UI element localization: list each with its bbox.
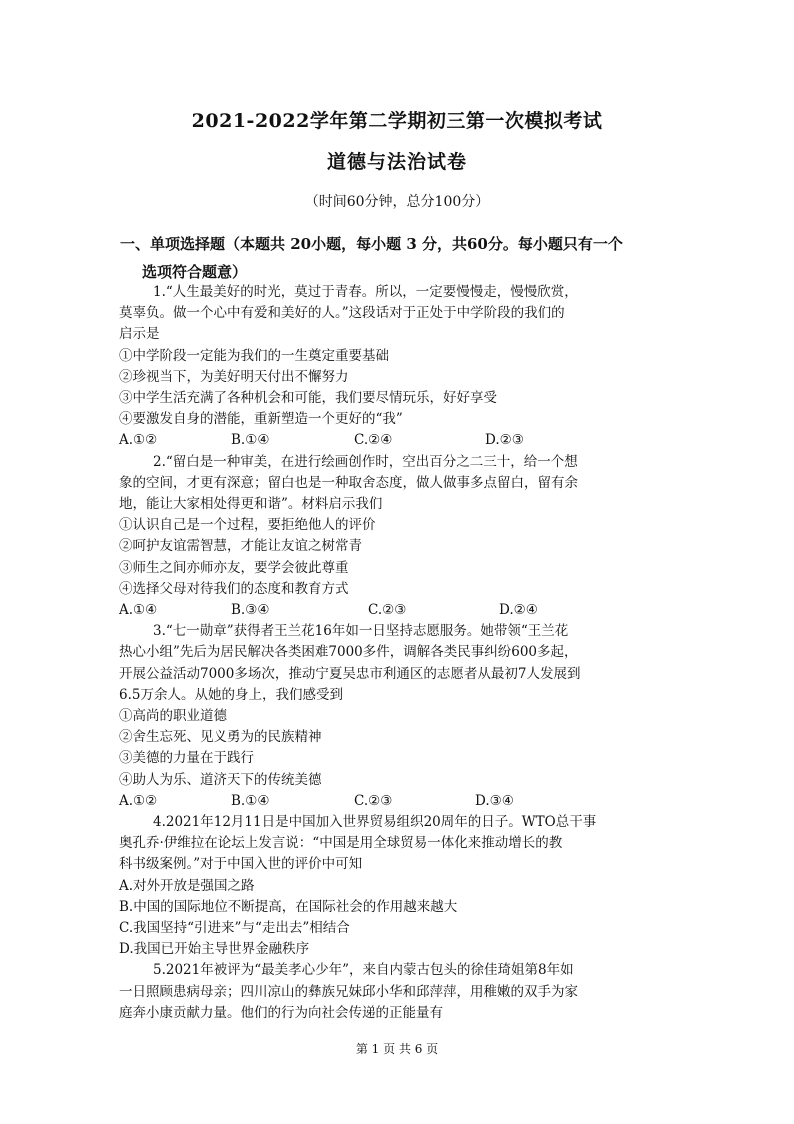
answer-options (119, 600, 691, 621)
question-5 (119, 960, 691, 1024)
question-stem: 4.2021年12月11日是中国加入世界贸易组织20周年的日子。WTO总干事 (153, 814, 597, 831)
statement-item: ③师生之间亦师亦友，要学会彼此尊重 (119, 559, 349, 576)
question-stem: 5.2021年被评为“最美孝心少年”，来自内蒙古包头的徐佳琦姐第8年如 (153, 962, 574, 979)
question-stem: 热心小组”先后为居民解决各类困难7000多件，调解各类民事纠纷600多起， (119, 644, 578, 661)
option-c[interactable]: C.②③ (354, 792, 393, 809)
time-note: （时间60分钟，总分100分） (304, 194, 490, 210)
answer-options (119, 791, 691, 812)
question-4 (119, 812, 691, 960)
questions-body (119, 282, 691, 1024)
question-stem: 奥孔乔·伊维拉在论坛上发言说：“中国是用全球贸易一体化来推动增长的教 (119, 835, 563, 852)
option-a[interactable]: A.①② (119, 432, 158, 449)
question-1 (119, 282, 691, 452)
option-d[interactable]: D.②③ (485, 432, 524, 449)
exam-title: 2021-2022学年第二学期初三第一次模拟考试 (191, 110, 603, 132)
option-d[interactable]: D.②④ (499, 602, 538, 619)
statement-item: ④选择父母对待我们的态度和教育方式 (119, 580, 349, 597)
question-stem: 地，能让大家相处得更和谐”。材料启示我们 (119, 496, 383, 513)
statement-item: ④要激发自身的潜能，重新塑造一个更好的“我” (119, 411, 403, 428)
statement-item: ①认识自己是一个过程，要拒绝他人的评价 (119, 517, 376, 534)
question-stem: 莫辜负。做一个心中有爱和美好的人。”这段话对于正处于中学阶段的我们的 (119, 305, 565, 322)
answer-option-line[interactable]: B.中国的国际地位不断提高，在国际社会的作用越来越大 (119, 898, 458, 915)
question-2 (119, 452, 691, 622)
answer-options (119, 430, 691, 451)
question-stem: 6.5万余人。从她的身上，我们感受到 (119, 686, 343, 703)
statement-item: ①高尚的职业道德 (119, 708, 227, 725)
option-b[interactable]: B.③④ (231, 602, 270, 619)
question-stem: 象的空间，才更有深意；留白也是一种取舍态度，做人做事多点留白，留有余 (119, 474, 578, 491)
option-a[interactable]: A.①④ (119, 602, 158, 619)
question-stem: 1.“人生最美好的时光，莫过于青春。所以，一定要慢慢走，慢慢欣赏， (153, 284, 578, 300)
question-3 (119, 621, 691, 812)
answer-option-line[interactable]: C.我国坚持“引进来”与“走出去”相结合 (119, 920, 350, 937)
statement-item: ②珍视当下，为美好明天付出不懈努力 (119, 368, 349, 385)
section-heading (120, 230, 690, 286)
statement-item: ②舍生忘死、见义勇为的民族精神 (119, 729, 322, 746)
statement-item: ①中学阶段一定能为我们的一生奠定重要基础 (119, 347, 389, 364)
subject-title: 道德与法治试卷 (326, 151, 467, 173)
question-stem: 启示是 (119, 326, 160, 343)
option-c[interactable]: C.②③ (368, 602, 407, 619)
option-b[interactable]: B.①④ (231, 432, 270, 449)
page-footer: 第 1 页 共 6 页 (355, 1042, 439, 1056)
option-d[interactable]: D.③④ (475, 792, 514, 809)
question-stem: 一日照顾患病母亲；四川凉山的彝族兄妹邱小华和邱萍萍，用稚嫩的双手为家 (119, 983, 578, 1000)
question-stem: 科书级案例。”对于中国入世的评价中可知 (119, 856, 363, 873)
question-stem: 3.“七一勋章”获得者王兰花16年如一日坚持志愿服务。她带领“王兰花 (153, 623, 569, 640)
option-c[interactable]: C.②④ (354, 432, 393, 449)
statement-item: ②呵护友谊需智慧，才能让友谊之树常青 (119, 538, 362, 555)
question-stem: 2.“留白是一种审美，在进行绘画创作时，空出百分之二三十，给一个想 (153, 453, 578, 470)
section-heading-line1: 一、单项选择题（本题共 20小题，每小题 3 分，共60分。每小题只有一个 (120, 235, 623, 253)
answer-option-line[interactable]: D.我国已开始主导世界金融秩序 (119, 941, 310, 958)
question-stem: 开展公益活动7000多场次，推动宁夏吴忠市利通区的志愿者从最初7人发展到 (119, 665, 581, 682)
option-a[interactable]: A.①② (119, 792, 158, 809)
option-b[interactable]: B.①④ (231, 792, 270, 809)
statement-item: ④助人为乐、道济天下的传统美德 (119, 771, 322, 788)
section-heading-line2: 选项符合题意） (142, 263, 248, 281)
statement-item: ③中学生活充满了各种机会和可能，我们要尽情玩乐，好好享受 (119, 390, 497, 407)
answer-option-line[interactable]: A.对外开放是强国之路 (119, 877, 255, 894)
question-stem: 庭奔小康贡献力量。他们的行为向社会传递的正能量有 (119, 1004, 443, 1021)
statement-item: ③美德的力量在于践行 (119, 750, 254, 767)
